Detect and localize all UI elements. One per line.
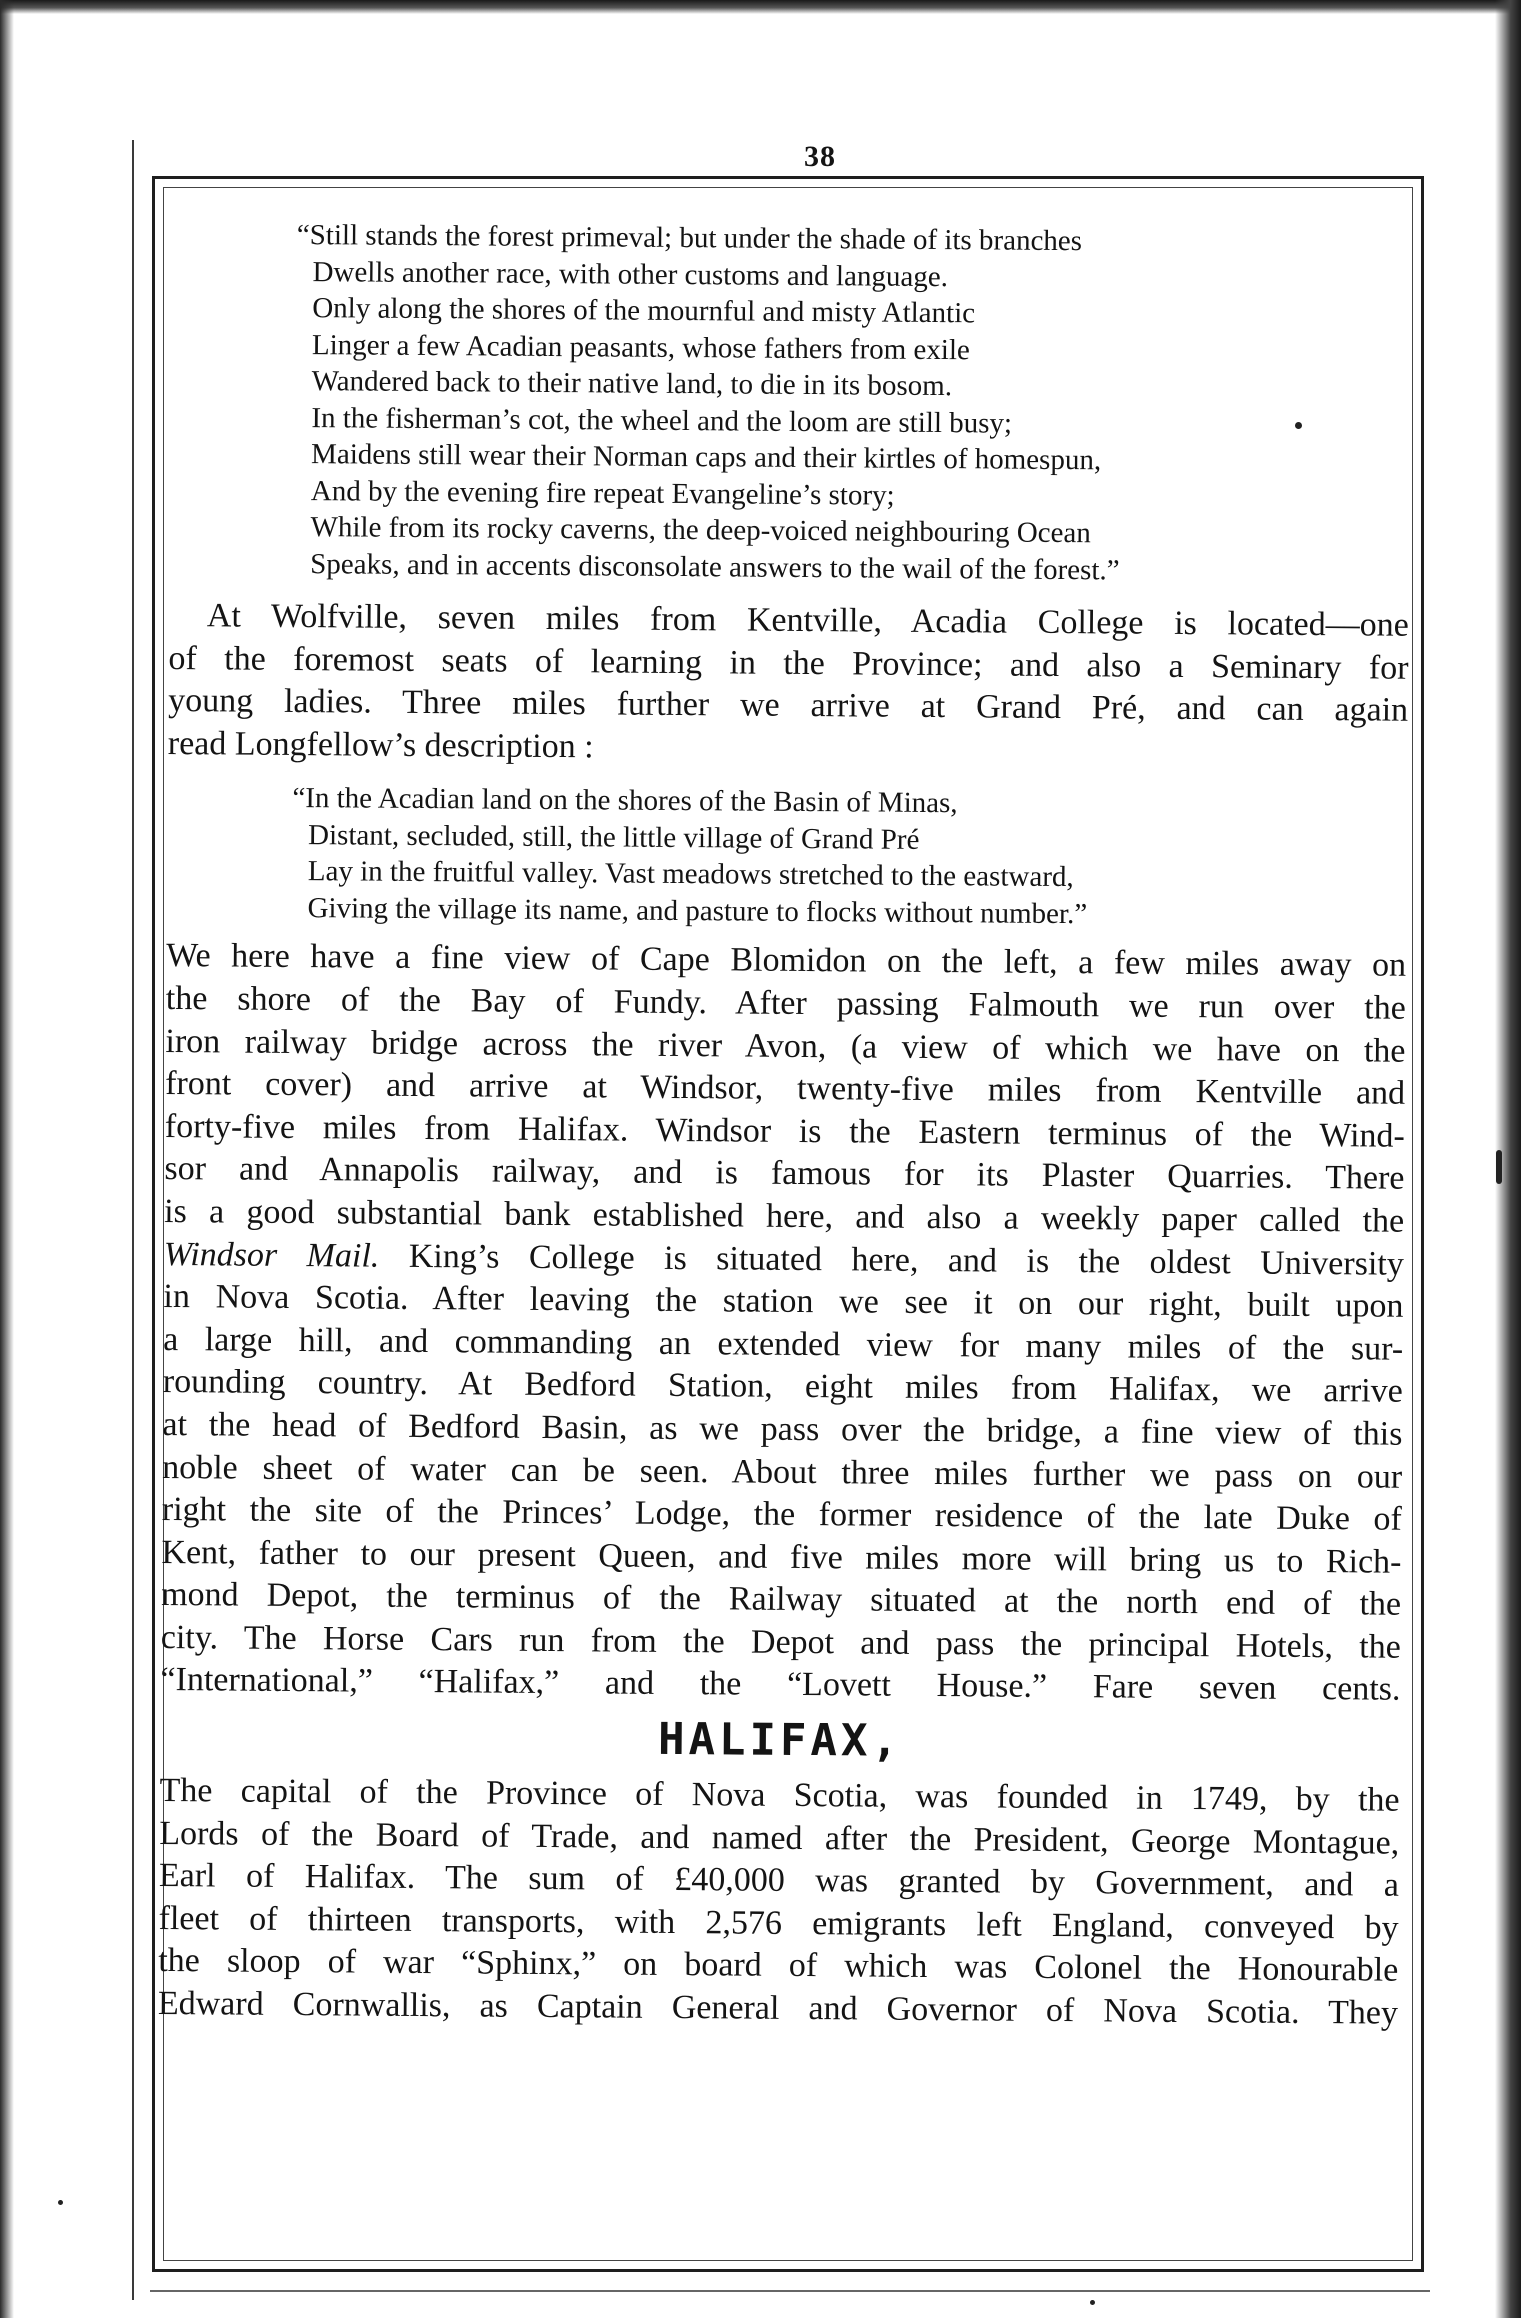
scan-top-edge	[0, 0, 1521, 14]
ink-speck	[1090, 2300, 1095, 2305]
paragraph-line: read Longfellow’s description :	[167, 724, 594, 766]
quote-line: And by the evening fire repeat Evangeline’s story;	[310, 474, 895, 512]
quote-line: Maidens still wear their Norman caps and their kirtles of homespun,	[310, 438, 1102, 477]
quote-line: Lay in the fruitful valley. Vast meadows stretched to the eastward,	[307, 855, 1074, 894]
paragraph-line: forty-five miles from Halifax. Windsor is the Eastern terminus of the Wind-	[164, 1107, 1405, 1155]
page-number: 38	[804, 140, 836, 173]
ink-speck	[58, 2200, 63, 2205]
quote-line: Linger a few Acadian peasants, whose fathers from exile	[311, 328, 970, 366]
quote-line: Wandered back to their native land, to die in its bosom.	[311, 365, 953, 403]
paragraph-line: iron railway bridge across the river Avon, (a view of which we have on the	[165, 1022, 1406, 1070]
page-body	[158, 214, 1412, 2035]
paragraph-line: rounding country. At Bedford Station, eight miles from Halifax, we arrive	[162, 1363, 1403, 1411]
quote-line: “In the Acadian land on the shores of the Basin of Minas,	[292, 782, 958, 820]
paragraph-line: right the site of the Princes’ Lodge, the former residence of the late Duke of	[161, 1491, 1402, 1538]
quote-line: Only along the shores of the mournful and misty Atlantic	[312, 292, 976, 330]
bottom-rule	[150, 2290, 1430, 2292]
paragraph-line: Edward Cornwallis, as Captain General and Governor of Nova Scotia. They	[157, 1984, 1399, 2032]
quote-line: Speaks, and in accents disconsolate answers to the wail of the forest.”	[310, 547, 1120, 586]
ink-speck	[1496, 1150, 1502, 1184]
paragraph-line: We here have a fine view of Cape Blomidon on the left, a few miles away on	[166, 937, 1407, 985]
section-heading-halifax: HALIFAX,	[657, 1713, 903, 1767]
quote-line: Dwells another race, with other customs and language.	[312, 255, 949, 293]
evangeline-quote-2	[291, 780, 1407, 935]
paragraph-halifax	[158, 1770, 1400, 2035]
paragraph-line: fleet of thirteen transports, with 2,576 emigrants left England, conveyed by	[158, 1899, 1399, 1947]
quote-line: “Still stands the forest primeval; but under the shade of its branches	[296, 218, 1083, 258]
paragraph-line: sor and Annapolis railway, and is famous for its Plaster Quarries. There	[164, 1150, 1405, 1198]
paragraph-line: mond Depot, the terminus of the Railway situated at the north end of the	[161, 1576, 1402, 1623]
paragraph-line: a large hill, and commanding an extended view for many miles of the sur-	[163, 1320, 1404, 1368]
ink-speck	[1295, 422, 1302, 429]
evangeline-quote-1	[294, 217, 1412, 591]
paragraph-line: the shore of the Bay of Fundy. After passing Falmouth we run over the	[165, 979, 1406, 1027]
newspaper-title: Windsor Mail.	[163, 1235, 380, 1275]
paragraph-line: the sloop of war “Sphinx,” on board of which was Colonel the Honourable	[158, 1942, 1399, 1990]
paragraph-wolfville	[168, 595, 1409, 775]
paragraph-line: young ladies. Three miles further we arrive at Grand Pré, and can again	[168, 682, 1409, 729]
paragraph-line: in Nova Scotia. After leaving the station we see it on our right, built upon	[163, 1278, 1404, 1325]
quote-line: In the fisherman’s cot, the wheel and the loom are still busy;	[311, 401, 1013, 440]
paragraph-windsor-route	[160, 935, 1406, 1711]
paragraph-line: city. The Horse Cars run from the Depot and pass the principal Hotels, the	[160, 1618, 1401, 1666]
paragraph-line: “International,” “Halifax,” and the “Lovett House.” Fare seven cents.	[160, 1661, 1401, 1709]
paragraph-line: Windsor Mail. King’s College is situated here, and is the oldest University	[163, 1235, 1404, 1283]
quote-line: While from its rocky caverns, the deep-voiced neighbouring Ocean	[310, 511, 1091, 550]
paragraph-line: front cover) and arrive at Windsor, twenty-five miles from Kentville and	[165, 1065, 1406, 1112]
paragraph-line: noble sheet of water can be seen. About three miles further we pass on our	[162, 1448, 1403, 1496]
paragraph-line: Lords of the Board of Trade, and named after the President, George Montague,	[159, 1814, 1400, 1862]
scan-left-edge	[0, 0, 14, 2318]
paragraph-line: At Wolfville, seven miles from Kentville, Acadia College is located—one	[206, 597, 1409, 644]
paragraph-line: is a good substantial bank established here, and also a weekly paper called the	[164, 1192, 1405, 1240]
paragraph-line: at the head of Bedford Basin, as we pass over the bridge, a fine view of this	[162, 1405, 1403, 1453]
quote-line: Distant, secluded, still, the little village of Grand Pré	[308, 818, 920, 856]
paragraph-line: The capital of the Province of Nova Scotia, was founded in 1749, by the	[159, 1772, 1400, 1819]
paragraph-line: Earl of Halifax. The sum of £40,000 was granted by Government, and a	[158, 1857, 1400, 1904]
paragraph-line: of the foremost seats of learning in the Province; and also a Seminary for	[168, 639, 1409, 687]
paragraph-line: Kent, father to our present Queen, and five miles more will bring us to Rich-	[161, 1533, 1402, 1581]
quote-line: Giving the village its name, and pasture to flocks without number.”	[307, 891, 1088, 931]
margin-rule	[132, 140, 134, 2300]
